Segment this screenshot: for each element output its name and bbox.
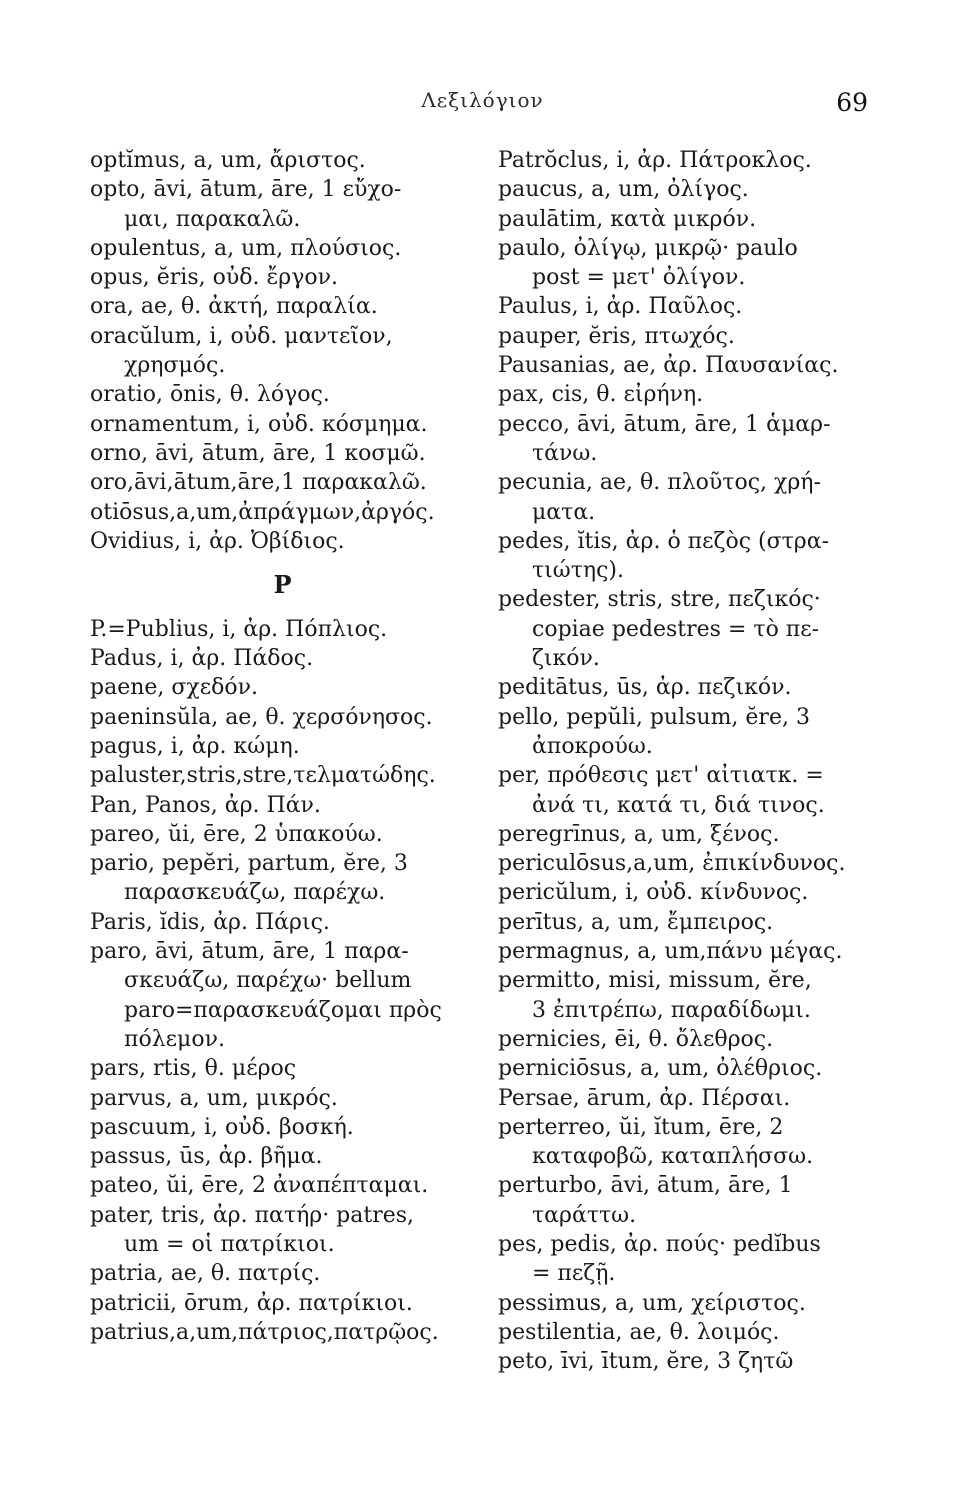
entry-line: Paris, ĭdis, ἀρ. Πάρις. <box>90 909 330 935</box>
entry-line: pagus, i, ἀρ. κώμη. <box>90 733 300 759</box>
entry-line: permagnus, a, um,πάνυ μέγας. <box>498 939 843 965</box>
entry-line: patrius,a,um,πάτριος,πατρῷος. <box>90 1319 439 1345</box>
entry-line: pedester, stris, stre, πεζικός· <box>498 587 821 613</box>
entry-continuation: ἀποκρούω. <box>532 733 653 759</box>
entry-line: oro,āvi,ātum,āre,1 παρακαλῶ. <box>90 470 427 496</box>
entry-line: pecunia, ae, θ. πλοῦτος, χρή- <box>498 470 821 496</box>
entry-line: patria, ae, θ. πατρίς. <box>90 1261 321 1287</box>
entry-line: paucus, a, um, ὀλίγος. <box>498 177 749 203</box>
left-column <box>90 146 475 1347</box>
entry-line: peditātus, ūs, ἀρ. πεζικόν. <box>498 675 792 701</box>
entry-line: opus, ĕris, οὐδ. ἔργον. <box>90 265 338 291</box>
entry-continuation: post = μετ' ὀλίγον. <box>532 265 746 291</box>
entry-line: oracŭlum, i, οὐδ. μαντεῖον, <box>90 323 393 349</box>
entry-line: permitto, misi, missum, ĕre, <box>498 968 812 994</box>
entry-continuation: σκευάζω, παρέχω· bellum <box>124 968 412 994</box>
entry-continuation: πόλεμον. <box>124 1026 225 1052</box>
entry-line: oratio, ōnis, θ. λόγος. <box>90 382 330 408</box>
entry-line: pascuum, i, οὐδ. βοσκή. <box>90 1114 354 1140</box>
entry-line: Padus, i, ἀρ. Πάδος. <box>90 646 314 672</box>
entry-line: paro, āvi, ātum, āre, 1 παρα- <box>90 939 409 965</box>
entry-continuation: ἀνά τι, κατά τι, διά τινος. <box>532 792 825 818</box>
entry-continuation: καταφοβῶ, καταπλήσσω. <box>532 1144 814 1170</box>
entry-continuation: um = οἱ πατρίκιοι. <box>124 1231 335 1257</box>
entry-line: orno, āvi, ātum, āre, 1 κοσμῶ. <box>90 440 426 466</box>
entry-continuation: χρησμός. <box>124 353 226 379</box>
entry-line: perītus, a, um, ἔμπειρος. <box>498 909 774 935</box>
entry-continuation: 3 ἐπιτρέπω, παραδίδωμι. <box>532 997 811 1023</box>
entry-continuation: ταράττω. <box>532 1202 637 1228</box>
entry-continuation: ματα. <box>532 499 596 525</box>
entry-line: Paulus, i, ἀρ. Παῦλος. <box>498 294 743 320</box>
entry-line: Pausanias, ae, ἀρ. Παυσανίας. <box>498 353 839 379</box>
right-column <box>498 146 893 1376</box>
entry-line: per, πρόθεσις μετ' αἰτιατκ. = <box>498 763 824 789</box>
section-letter-heading: P <box>273 570 292 600</box>
entry-line: pecco, āvi, ātum, āre, 1 ἁμαρ- <box>498 411 831 437</box>
entry-line: pars, rtis, θ. μέρος <box>90 1056 297 1082</box>
entry-line: Persae, ārum, ἀρ. Πέρσαι. <box>498 1085 791 1111</box>
entry-continuation: ζικόν. <box>532 646 600 672</box>
entry-line: pernicies, ēi, θ. ὄλεθρος. <box>498 1026 774 1052</box>
entry-line: pateo, ŭi, ēre, 2 ἀναπέπταμαι. <box>90 1173 429 1199</box>
entry-continuation: copiae pedestres = τὸ πε- <box>532 616 820 642</box>
entry-continuation: paro=παρασκευάζομαι πρὸς <box>124 997 442 1023</box>
entry-line: ora, ae, θ. ἀκτή, παραλία. <box>90 294 378 320</box>
entry-line: patricii, ōrum, ἀρ. πατρίκιοι. <box>90 1290 413 1316</box>
entry-line: perniciōsus, a, um, ὀλέθριος. <box>498 1056 823 1082</box>
page-header-title: Λεξιλόγιον <box>421 88 544 112</box>
entry-line: pedes, ĭtis, ἀρ. ὁ πεζὸς (στρα- <box>498 528 830 554</box>
entry-line: pareo, ŭi, ēre, 2 ὑπακούω. <box>90 821 383 847</box>
entry-line: peto, īvi, ītum, ĕre, 3 ζητῶ <box>498 1349 794 1375</box>
entry-line: pario, pepĕri, partum, ĕre, 3 <box>90 851 408 877</box>
entry-line: Pan, Panos, ἀρ. Πάν. <box>90 792 321 818</box>
entry-continuation: παρασκευάζω, παρέχω. <box>124 880 386 906</box>
entry-line: peregrīnus, a, um, ξένος. <box>498 821 780 847</box>
entry-continuation: = πεζῇ. <box>532 1261 616 1287</box>
entry-line: paluster,stris,stre,τελματώδης. <box>90 763 436 789</box>
entry-line: otiōsus,a,um,ἀπράγμων,ἀργός. <box>90 499 435 525</box>
entry-line: opto, āvi, ātum, āre, 1 εὔχο- <box>90 177 402 203</box>
entry-line: Patrŏclus, i, ἀρ. Πάτροκλος. <box>498 148 812 173</box>
page-number: 69 <box>836 88 868 117</box>
entry-line: paulo, ὀλίγῳ, μικρῷ· paulo <box>498 235 798 261</box>
entry-line: paene, σχεδόν. <box>90 675 258 701</box>
entry-line: pericŭlum, i, οὐδ. κίνδυνος. <box>498 880 809 906</box>
entry-line: passus, ūs, ἀρ. βῆμα. <box>90 1144 323 1170</box>
entry-line: opulentus, a, um, πλούσιος. <box>90 235 402 261</box>
entry-line: Ovidius, i, ἀρ. Ὀβίδιος. <box>90 528 345 554</box>
entry-continuation: τιώτης). <box>532 558 624 584</box>
entry-continuation: μαι, παρακαλῶ. <box>124 206 301 232</box>
entry-line: periculōsus,a,um, ἐπικίνδυνος. <box>498 851 846 877</box>
entry-line: optĭmus, a, um, ἄριστος. <box>90 148 366 173</box>
entry-line: pes, pedis, ἀρ. πούς· pedĭbus <box>498 1231 821 1257</box>
entry-line: pauper, ĕris, πτωχός. <box>498 323 735 349</box>
entry-line: perterreo, ŭi, ĭtum, ēre, 2 <box>498 1114 784 1140</box>
entry-continuation: τάνω. <box>532 440 598 466</box>
entry-line: pello, pepŭli, pulsum, ĕre, 3 <box>498 704 810 730</box>
entry-line: parvus, a, um, μικρός. <box>90 1085 338 1111</box>
entry-line: pater, tris, ἀρ. πατήρ· patres, <box>90 1202 415 1228</box>
entry-line: P.=Publius, i, ἀρ. Πόπλιος. <box>90 616 388 642</box>
entry-line: perturbo, āvi, ātum, āre, 1 <box>498 1173 793 1199</box>
entry-line: pax, cis, θ. εἰρήνη. <box>498 382 704 408</box>
entry-line: paeninsŭla, ae, θ. χερσόνησος. <box>90 704 433 730</box>
entry-line: pessimus, a, um, χείριστος. <box>498 1290 806 1316</box>
entry-line: pestilentia, ae, θ. λοιμός. <box>498 1319 780 1345</box>
entry-line: ornamentum, i, οὐδ. κόσμημα. <box>90 411 428 437</box>
entry-line: paulātim, κατὰ μικρόν. <box>498 206 757 232</box>
